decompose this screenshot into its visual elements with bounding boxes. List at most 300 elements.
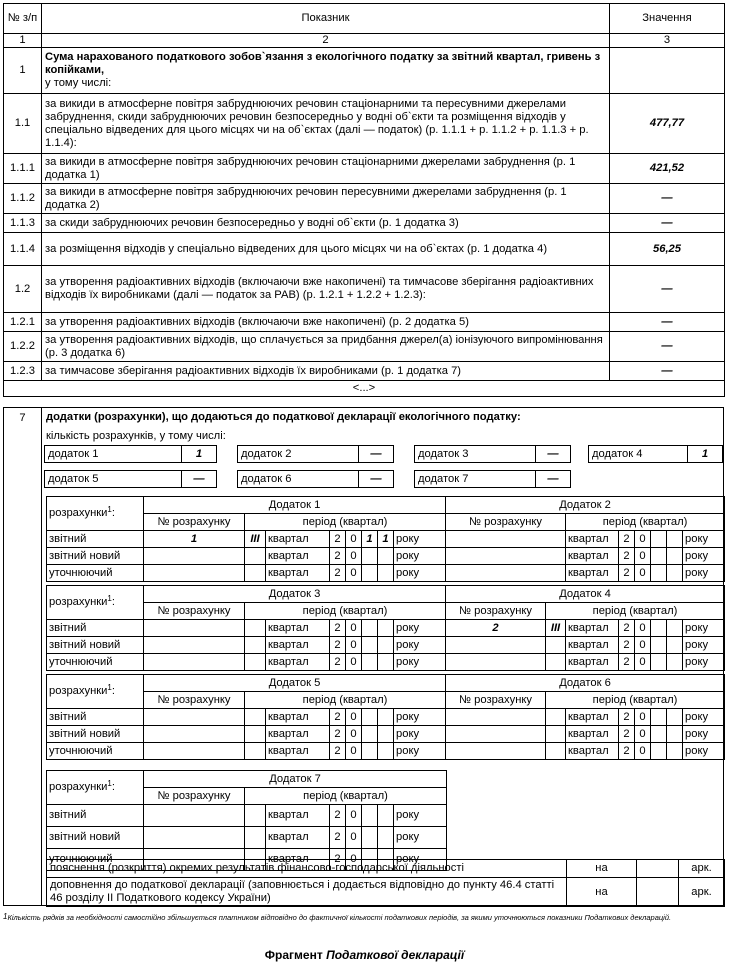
annex-block-1-2 bbox=[46, 496, 725, 582]
count-label: додаток 5 bbox=[48, 473, 99, 485]
year-label: року bbox=[683, 743, 725, 760]
row-label: звітний bbox=[47, 709, 144, 726]
year-digit-field[interactable] bbox=[651, 565, 667, 582]
calc-number-field[interactable] bbox=[446, 654, 546, 671]
year-digit-field[interactable] bbox=[667, 531, 683, 548]
year-digit: 2 bbox=[619, 548, 635, 565]
year-digit: 0 bbox=[635, 743, 651, 760]
year-label: року bbox=[683, 654, 725, 671]
year-digit: 0 bbox=[346, 548, 362, 565]
quarter-field[interactable] bbox=[546, 637, 566, 654]
calc-number-field[interactable] bbox=[144, 637, 245, 654]
annex-title: Додаток 2 bbox=[446, 497, 725, 514]
num-calc-header: № розрахунку bbox=[144, 692, 245, 709]
count-annex-5 bbox=[44, 470, 217, 488]
year-label: року bbox=[394, 620, 446, 637]
period-header: період (квартал) bbox=[566, 514, 725, 531]
year-digit: 2 bbox=[619, 637, 635, 654]
colnum-2: 2 bbox=[42, 34, 610, 48]
year-label: року bbox=[683, 531, 725, 548]
year-digit-field[interactable] bbox=[667, 548, 683, 565]
period-header: період (квартал) bbox=[546, 603, 725, 620]
quarter-field[interactable]: III bbox=[546, 620, 566, 637]
table-row bbox=[4, 332, 725, 362]
count-annex-7 bbox=[414, 470, 571, 488]
table-row bbox=[47, 620, 725, 637]
count-label: додаток 1 bbox=[48, 448, 99, 460]
year-digit-field[interactable] bbox=[378, 548, 394, 565]
year-label: року bbox=[683, 637, 725, 654]
year-digit-field[interactable] bbox=[651, 709, 667, 726]
year-digit: 2 bbox=[330, 654, 346, 671]
year-digit-field[interactable] bbox=[378, 620, 394, 637]
count-label: додаток 2 bbox=[241, 448, 292, 460]
row-value: — bbox=[610, 184, 725, 214]
table-row bbox=[47, 827, 447, 849]
table-row bbox=[47, 805, 447, 827]
year-digit-field[interactable] bbox=[667, 726, 683, 743]
row-num: 1.1.3 bbox=[4, 214, 42, 233]
count-value[interactable]: — bbox=[535, 446, 570, 462]
table-row bbox=[4, 94, 725, 154]
count-annex-6 bbox=[237, 470, 394, 488]
quarter-label: квартал bbox=[566, 548, 619, 565]
row-value: 477,77 bbox=[610, 94, 725, 154]
year-label: року bbox=[683, 620, 725, 637]
footnote-mark: 1 bbox=[107, 594, 112, 603]
num-calc-header: № розрахунку bbox=[446, 692, 546, 709]
row-value: — bbox=[610, 313, 725, 332]
year-label: року bbox=[394, 743, 446, 760]
year-digit: 2 bbox=[330, 620, 346, 637]
calc-number-field[interactable] bbox=[446, 548, 566, 565]
table-row bbox=[47, 531, 725, 548]
count-label: додаток 4 bbox=[592, 448, 643, 460]
quarter-label: квартал bbox=[266, 654, 330, 671]
column-numbers-row bbox=[4, 34, 725, 48]
year-digit: 2 bbox=[619, 726, 635, 743]
row-value: — bbox=[610, 362, 725, 381]
table-row bbox=[4, 233, 725, 266]
row-num: 1.2.2 bbox=[4, 332, 42, 362]
row-label: звітний bbox=[47, 531, 144, 548]
table-row bbox=[4, 313, 725, 332]
table-row bbox=[47, 565, 725, 582]
year-digit-field[interactable] bbox=[651, 726, 667, 743]
calc-number-field[interactable] bbox=[446, 726, 546, 743]
count-annex-1 bbox=[44, 445, 217, 463]
count-label: додаток 7 bbox=[418, 473, 469, 485]
year-digit-field[interactable] bbox=[667, 743, 683, 760]
count-label: додаток 6 bbox=[241, 473, 292, 485]
quarter-field[interactable] bbox=[546, 709, 566, 726]
quarter-label: квартал bbox=[266, 531, 330, 548]
table-row bbox=[47, 709, 725, 726]
period-header: період (квартал) bbox=[245, 788, 447, 805]
year-label: року bbox=[394, 565, 446, 582]
row-num: 1.1.2 bbox=[4, 184, 42, 214]
quarter-field[interactable] bbox=[245, 637, 266, 654]
row-bold-text: Сума нарахованого податкового зобов`язання з екологічного податку за звітний квартал, гривень з копійками, bbox=[45, 51, 601, 76]
calcs-text: розрахунки bbox=[49, 507, 108, 519]
year-digit-field[interactable] bbox=[362, 637, 378, 654]
quarter-field[interactable] bbox=[245, 565, 266, 582]
row-num: 1.2 bbox=[4, 266, 42, 313]
annex-title: Додаток 7 bbox=[144, 771, 447, 788]
period-header: період (квартал) bbox=[245, 603, 446, 620]
year-digit-field[interactable] bbox=[378, 637, 394, 654]
calcs-label: розрахунки$^1$: bbox=[47, 675, 144, 709]
year-label: року bbox=[683, 709, 725, 726]
year-digit-field[interactable] bbox=[362, 654, 378, 671]
year-digit: 2 bbox=[619, 620, 635, 637]
header-indicator: Показник bbox=[42, 4, 610, 34]
section-7 bbox=[3, 407, 724, 906]
year-digit: 0 bbox=[635, 637, 651, 654]
quarter-field[interactable] bbox=[245, 620, 266, 637]
table-row bbox=[4, 48, 725, 94]
quarter-label: квартал bbox=[566, 726, 619, 743]
num-calc-header: № розрахунку bbox=[144, 514, 245, 531]
quarter-label: квартал bbox=[266, 849, 330, 871]
calc-number-field[interactable] bbox=[446, 565, 566, 582]
quarter-label: квартал bbox=[266, 827, 330, 849]
year-label: року bbox=[683, 565, 725, 582]
colnum-3: 3 bbox=[610, 34, 725, 48]
year-digit-field[interactable] bbox=[651, 531, 667, 548]
table-row bbox=[4, 154, 725, 184]
annex-title: Додаток 3 bbox=[144, 586, 446, 603]
year-digit-field[interactable] bbox=[362, 565, 378, 582]
row-text: за викиди в атмосферне повітря забруднюючих речовин пересувними джерелами забруднення (р. 1 додатка 2) bbox=[42, 184, 610, 214]
caption bbox=[0, 948, 729, 962]
annex-title: Додаток 5 bbox=[144, 675, 446, 692]
year-digit: 0 bbox=[635, 531, 651, 548]
count-value[interactable]: — bbox=[358, 471, 393, 487]
row-value: 421,52 bbox=[610, 154, 725, 184]
year-digit-field[interactable] bbox=[651, 637, 667, 654]
quarter-label: квартал bbox=[266, 565, 330, 582]
row-subtext: у тому числі: bbox=[45, 77, 112, 89]
row-num: 1.1.1 bbox=[4, 154, 42, 184]
year-digit: 0 bbox=[346, 726, 362, 743]
row-text: за тимчасове зберігання радіоактивних відходів їх виробниками (р. 1 додатка 7) bbox=[42, 362, 610, 381]
row-text: за викиди в атмосферне повітря забруднюючих речовин стаціонарними джерелами забруднення (р. 1 додатка 1) bbox=[42, 154, 610, 184]
year-digit: 2 bbox=[330, 709, 346, 726]
year-digit-field[interactable] bbox=[667, 565, 683, 582]
quarter-field[interactable] bbox=[245, 726, 266, 743]
year-label: року bbox=[394, 548, 446, 565]
year-digit-field[interactable] bbox=[667, 637, 683, 654]
year-label: року bbox=[394, 709, 446, 726]
year-label: року bbox=[394, 726, 446, 743]
quarter-label: квартал bbox=[566, 531, 619, 548]
section-7-title: додатки (розрахунки), що додаються до податкової декларації екологічного податку: bbox=[46, 411, 521, 423]
quarter-field[interactable] bbox=[245, 827, 266, 849]
num-calc-header: № розрахунку bbox=[144, 603, 245, 620]
quarter-label: квартал bbox=[566, 654, 619, 671]
row-num: 1.1 bbox=[4, 94, 42, 154]
annex-block-3-4 bbox=[46, 585, 725, 671]
count-value[interactable]: 1 bbox=[181, 446, 216, 462]
footnote-mark: 1 bbox=[107, 683, 112, 692]
table-row bbox=[47, 637, 725, 654]
quarter-label: квартал bbox=[266, 620, 330, 637]
count-annex-2 bbox=[237, 445, 394, 463]
year-digit: 0 bbox=[346, 637, 362, 654]
attachment-sheets-label: арк. bbox=[679, 860, 725, 878]
quarter-field[interactable] bbox=[245, 654, 266, 671]
count-value[interactable]: 1 bbox=[687, 446, 722, 462]
calc-number-field[interactable] bbox=[144, 709, 245, 726]
footnote bbox=[3, 913, 725, 923]
row-label: уточнюючий bbox=[47, 654, 144, 671]
header-num: № з/п bbox=[4, 4, 42, 34]
count-value[interactable]: — bbox=[358, 446, 393, 462]
table-row bbox=[47, 726, 725, 743]
calc-number-field[interactable] bbox=[446, 743, 546, 760]
year-digit: 0 bbox=[635, 548, 651, 565]
year-label: року bbox=[394, 849, 447, 871]
section-7-subtitle: кількість розрахунків, у тому числі: bbox=[46, 430, 226, 442]
quarter-label: квартал bbox=[566, 743, 619, 760]
row-text: за утворення радіоактивних відходів (включаючи вже накопичені) та тимчасове зберігання радіоактивних відходів їх виробниками (далі — податок за РАВ) (р. 1.2.1 + 1.2.2 + 1.2.3): bbox=[42, 266, 610, 313]
calc-number-field[interactable] bbox=[144, 805, 245, 827]
row-num: 1.2.3 bbox=[4, 362, 42, 381]
row-label: звітний новий bbox=[47, 726, 144, 743]
year-digit-field[interactable]: 1 bbox=[362, 531, 378, 548]
attachments-table bbox=[46, 859, 725, 907]
quarter-label: квартал bbox=[566, 709, 619, 726]
calcs-text: розрахунки bbox=[49, 596, 108, 608]
row-num: 1.2.1 bbox=[4, 313, 42, 332]
calcs-label: розрахунки$^1$: bbox=[47, 771, 144, 805]
table-row bbox=[47, 743, 725, 760]
year-digit: 2 bbox=[619, 743, 635, 760]
num-calc-header: № розрахунку bbox=[446, 514, 566, 531]
row-text: за утворення радіоактивних відходів (включаючи вже накопичені) (р. 2 додатка 5) bbox=[42, 313, 610, 332]
year-digit: 2 bbox=[330, 805, 346, 827]
calcs-label: розрахунки$^1$: bbox=[47, 586, 144, 620]
attachment-label: доповнення до податкової декларації (заповнюється і додається відповідно до пункту 46.4 статті 46 розділу ІІ Податкового кодексу України) bbox=[47, 878, 567, 907]
year-digit: 2 bbox=[330, 849, 346, 871]
header-value: Значення bbox=[610, 4, 725, 34]
row-label: звітний новий bbox=[47, 548, 144, 565]
footnote-mark: 1 bbox=[3, 912, 8, 921]
calc-number-field[interactable] bbox=[144, 548, 245, 565]
count-value[interactable]: — bbox=[181, 471, 216, 487]
row-label: звітний новий bbox=[47, 827, 144, 849]
year-digit: 2 bbox=[330, 565, 346, 582]
calc-number-field[interactable]: 2 bbox=[446, 620, 546, 637]
row-label: звітний bbox=[47, 805, 144, 827]
year-digit: 2 bbox=[619, 654, 635, 671]
row-value: — bbox=[610, 266, 725, 313]
year-digit: 2 bbox=[330, 637, 346, 654]
year-digit: 0 bbox=[635, 654, 651, 671]
year-digit-field[interactable] bbox=[362, 743, 378, 760]
quarter-label: квартал bbox=[566, 637, 619, 654]
quarter-field[interactable] bbox=[245, 805, 266, 827]
year-digit: 0 bbox=[346, 805, 362, 827]
year-digit-field[interactable] bbox=[667, 620, 683, 637]
quarter-label: квартал bbox=[566, 565, 619, 582]
quarter-field[interactable] bbox=[245, 743, 266, 760]
sheets-count-field[interactable] bbox=[637, 878, 679, 907]
row-label: уточнюючий bbox=[47, 849, 144, 871]
row-num: 1 bbox=[4, 48, 42, 94]
calc-number-field[interactable] bbox=[446, 531, 566, 548]
indicators-table bbox=[3, 3, 725, 397]
year-digit-field[interactable] bbox=[378, 565, 394, 582]
row-text: за утворення радіоактивних відходів, що сплачується за придбання джерел(а) іонізуючого випромінювання (р. 3 додатка 6) bbox=[42, 332, 610, 362]
row-text: за розміщення відходів у спеціально відведених для цього місцях чи на об`єктах (р. 1 додатка 4) bbox=[42, 233, 610, 266]
year-digit-field[interactable] bbox=[651, 620, 667, 637]
calc-number-field[interactable] bbox=[144, 620, 245, 637]
year-label: року bbox=[394, 654, 446, 671]
year-digit: 2 bbox=[330, 827, 346, 849]
year-digit: 0 bbox=[346, 620, 362, 637]
year-digit: 2 bbox=[330, 531, 346, 548]
year-digit-field[interactable] bbox=[378, 827, 394, 849]
count-value[interactable]: — bbox=[535, 471, 570, 487]
calc-number-field[interactable] bbox=[144, 654, 245, 671]
calcs-label: розрахунки$^1$: bbox=[47, 497, 144, 531]
year-digit: 2 bbox=[330, 726, 346, 743]
year-digit: 0 bbox=[346, 827, 362, 849]
quarter-label: квартал bbox=[266, 743, 330, 760]
ellipsis-row bbox=[4, 381, 725, 397]
year-digit: 0 bbox=[346, 743, 362, 760]
year-label: року bbox=[394, 637, 446, 654]
attachment-sheets-label: арк. bbox=[679, 878, 725, 907]
year-digit-field[interactable] bbox=[378, 743, 394, 760]
year-digit: 0 bbox=[346, 565, 362, 582]
annex-block-7 bbox=[46, 770, 447, 871]
calc-number-field[interactable] bbox=[144, 743, 245, 760]
annex-block-5-6 bbox=[46, 674, 725, 760]
year-digit-field[interactable] bbox=[651, 743, 667, 760]
quarter-label: квартал bbox=[566, 620, 619, 637]
num-calc-header: № розрахунку bbox=[446, 603, 546, 620]
year-digit-field[interactable] bbox=[378, 654, 394, 671]
year-digit: 2 bbox=[619, 531, 635, 548]
table-row bbox=[47, 878, 725, 907]
year-digit-field[interactable] bbox=[667, 709, 683, 726]
row-text: за скиди забруднюючих речовин безпосередньо у водні об`єкти (р. 1 додатка 3) bbox=[42, 214, 610, 233]
year-digit: 0 bbox=[635, 565, 651, 582]
attachment-label: пояснення (розкриття) окремих результатів фінансово-господарської діяльності bbox=[47, 860, 567, 878]
year-digit: 0 bbox=[346, 709, 362, 726]
row-text bbox=[42, 48, 610, 94]
quarter-label: квартал bbox=[266, 805, 330, 827]
row-text: за викиди в атмосферне повітря забруднюючих речовин стаціонарними та пересувними джерелами забруднення, скиди забруднюючих речовин безпосередньо у водні об`єкти та розміщення відходів у спеціально відведених для цього місцях чи на об`єктах (далі — податок) (р. 1.1.1 + р. 1.1.2 + р. 1.1.3 + р. 1.1.4): bbox=[42, 94, 610, 154]
year-digit-field[interactable] bbox=[378, 709, 394, 726]
header-row bbox=[4, 4, 725, 34]
annex-title: Додаток 4 bbox=[446, 586, 725, 603]
year-digit: 0 bbox=[346, 654, 362, 671]
calcs-text: розрахунки bbox=[49, 781, 108, 793]
row-value bbox=[610, 48, 725, 94]
ellipsis: <...> bbox=[4, 381, 725, 397]
calc-number-field[interactable] bbox=[144, 565, 245, 582]
footnote-mark: 1 bbox=[107, 779, 112, 788]
year-digit-field[interactable] bbox=[362, 805, 378, 827]
year-digit-field[interactable] bbox=[378, 805, 394, 827]
year-digit-field[interactable] bbox=[362, 726, 378, 743]
year-digit: 2 bbox=[619, 565, 635, 582]
year-digit: 0 bbox=[346, 531, 362, 548]
row-num: 1.1.4 bbox=[4, 233, 42, 266]
footnote-text: Кількість рядків за необхідності самостійно збільшується платником відповідно до фактичної кількості податкових періодів, за якими уточнюються показники Податкових декларацій. bbox=[7, 913, 672, 922]
table-row bbox=[4, 184, 725, 214]
quarter-field[interactable] bbox=[245, 709, 266, 726]
table-row bbox=[4, 266, 725, 313]
year-digit: 0 bbox=[635, 726, 651, 743]
year-digit-field[interactable] bbox=[378, 726, 394, 743]
year-digit-field[interactable] bbox=[667, 654, 683, 671]
row-label: уточнюючий bbox=[47, 743, 144, 760]
year-label: року bbox=[683, 726, 725, 743]
quarter-field[interactable] bbox=[546, 654, 566, 671]
calc-number-field[interactable] bbox=[144, 726, 245, 743]
year-digit-field[interactable]: 1 bbox=[378, 531, 394, 548]
quarter-label: квартал bbox=[266, 726, 330, 743]
quarter-field[interactable] bbox=[546, 726, 566, 743]
row-value: — bbox=[610, 332, 725, 362]
annex-title: Додаток 6 bbox=[446, 675, 725, 692]
count-annex-4 bbox=[588, 445, 723, 463]
period-header: період (квартал) bbox=[546, 692, 725, 709]
year-digit-field[interactable] bbox=[362, 709, 378, 726]
year-label: року bbox=[394, 531, 446, 548]
sheets-count-field[interactable] bbox=[637, 860, 679, 878]
caption-title: Податкової декларації bbox=[326, 948, 465, 962]
colnum-1: 1 bbox=[4, 34, 42, 48]
footnote-mark: 1 bbox=[107, 505, 112, 514]
calc-number-field[interactable] bbox=[446, 637, 546, 654]
quarter-field[interactable] bbox=[546, 743, 566, 760]
year-digit: 0 bbox=[635, 709, 651, 726]
year-label: року bbox=[394, 827, 447, 849]
period-header: період (квартал) bbox=[245, 692, 446, 709]
row-label: уточнюючий bbox=[47, 565, 144, 582]
year-digit-field[interactable] bbox=[362, 827, 378, 849]
attachment-on: на bbox=[567, 860, 637, 878]
quarter-label: квартал bbox=[266, 709, 330, 726]
year-digit-field[interactable] bbox=[651, 654, 667, 671]
year-digit-field[interactable] bbox=[651, 548, 667, 565]
annex-title: Додаток 1 bbox=[144, 497, 446, 514]
year-digit: 2 bbox=[330, 743, 346, 760]
year-digit: 0 bbox=[346, 849, 362, 871]
year-digit-field[interactable] bbox=[362, 620, 378, 637]
quarter-field[interactable] bbox=[245, 548, 266, 565]
calc-number-field[interactable]: 1 bbox=[144, 531, 245, 548]
table-row bbox=[4, 362, 725, 381]
quarter-label: квартал bbox=[266, 548, 330, 565]
year-digit: 0 bbox=[635, 620, 651, 637]
period-header: період (квартал) bbox=[245, 514, 446, 531]
year-digit-field[interactable] bbox=[362, 548, 378, 565]
calc-number-field[interactable] bbox=[446, 709, 546, 726]
year-digit: 2 bbox=[330, 548, 346, 565]
calc-number-field[interactable] bbox=[144, 827, 245, 849]
quarter-field[interactable]: III bbox=[245, 531, 266, 548]
year-label: року bbox=[683, 548, 725, 565]
table-row bbox=[4, 214, 725, 233]
row-label: звітний bbox=[47, 620, 144, 637]
